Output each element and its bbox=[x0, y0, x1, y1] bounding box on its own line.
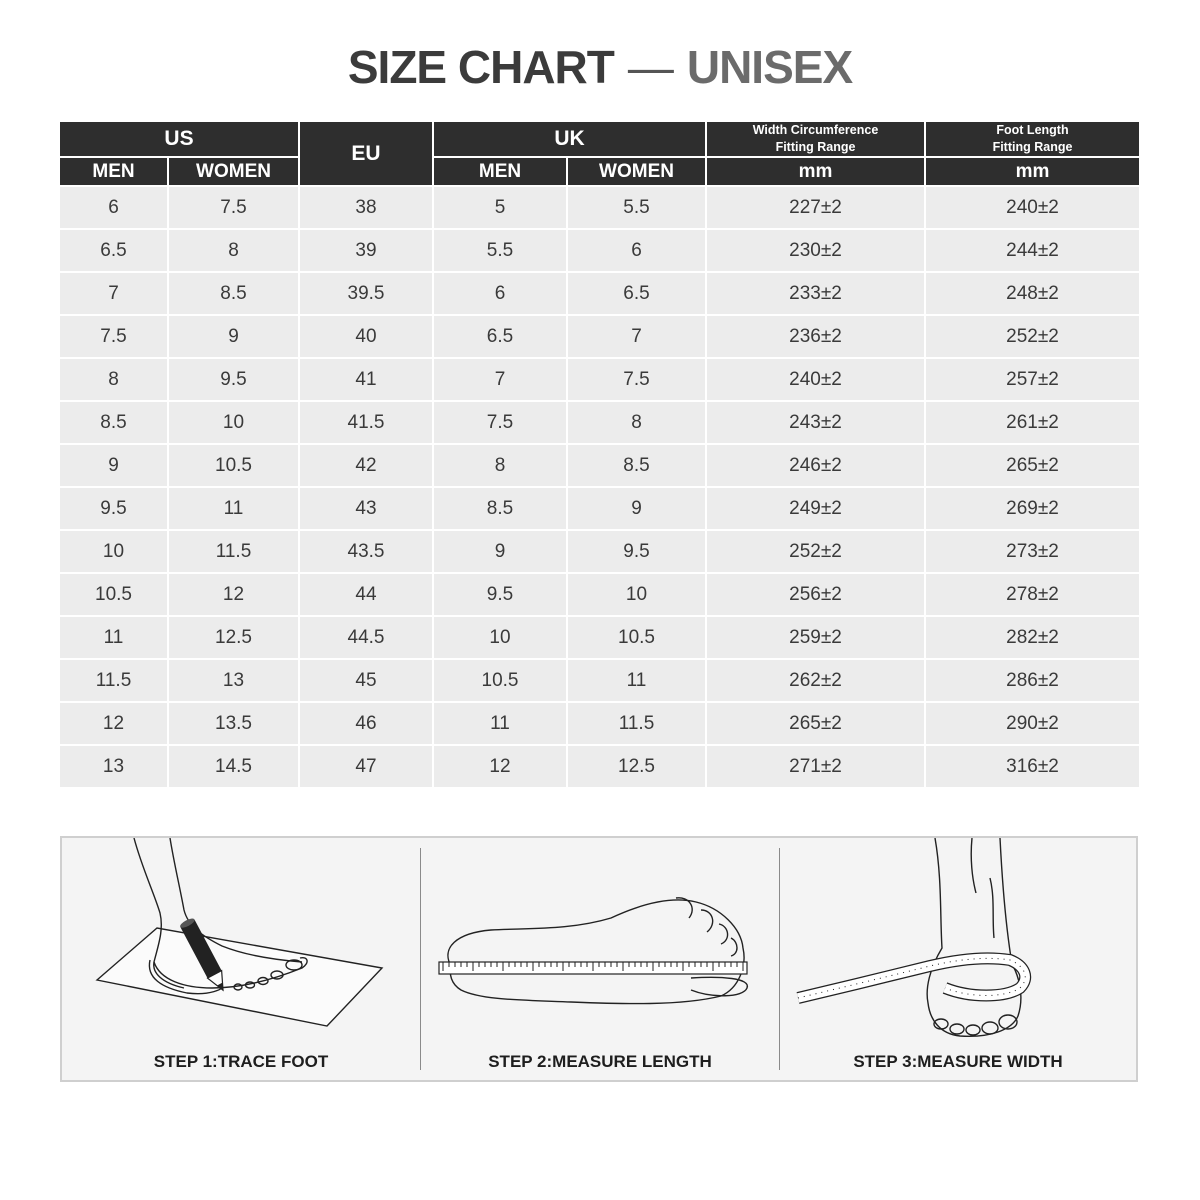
cell-us-men: 9.5 bbox=[60, 488, 169, 531]
table-row bbox=[60, 445, 1139, 488]
cell-uk-women: 11 bbox=[568, 660, 707, 703]
cell-width-mm: 246±2 bbox=[707, 445, 926, 488]
cell-uk-men: 6 bbox=[434, 273, 568, 316]
foot-length-icon bbox=[421, 838, 779, 1080]
header-us-women: WOMEN bbox=[169, 158, 300, 187]
cell-foot-length-mm: 257±2 bbox=[926, 359, 1139, 402]
cell-width-mm: 230±2 bbox=[707, 230, 926, 273]
size-chart-table bbox=[60, 122, 1139, 789]
cell-us-men: 11 bbox=[60, 617, 169, 660]
measure-steps-panel bbox=[60, 836, 1138, 1082]
cell-us-men: 11.5 bbox=[60, 660, 169, 703]
cell-foot-length-mm: 286±2 bbox=[926, 660, 1139, 703]
cell-width-mm: 249±2 bbox=[707, 488, 926, 531]
cell-us-women: 11 bbox=[169, 488, 300, 531]
cell-foot-length-mm: 282±2 bbox=[926, 617, 1139, 660]
cell-us-women: 13 bbox=[169, 660, 300, 703]
cell-us-men: 6 bbox=[60, 187, 169, 230]
header-foot bbox=[926, 122, 1139, 158]
cell-us-women: 12.5 bbox=[169, 617, 300, 660]
header-foot-line2: Fitting Range bbox=[992, 140, 1073, 154]
step-measure-width bbox=[780, 838, 1136, 1080]
cell-uk-men: 8.5 bbox=[434, 488, 568, 531]
cell-us-women: 11.5 bbox=[169, 531, 300, 574]
cell-foot-length-mm: 252±2 bbox=[926, 316, 1139, 359]
cell-uk-women: 8 bbox=[568, 402, 707, 445]
table-row bbox=[60, 703, 1139, 746]
cell-uk-men: 5 bbox=[434, 187, 568, 230]
table-row bbox=[60, 273, 1139, 316]
cell-width-mm: 252±2 bbox=[707, 531, 926, 574]
table-row bbox=[60, 316, 1139, 359]
cell-uk-men: 11 bbox=[434, 703, 568, 746]
cell-eu: 44.5 bbox=[300, 617, 434, 660]
cell-foot-length-mm: 316±2 bbox=[926, 746, 1139, 789]
cell-width-mm: 262±2 bbox=[707, 660, 926, 703]
cell-us-women: 8.5 bbox=[169, 273, 300, 316]
cell-uk-men: 9 bbox=[434, 531, 568, 574]
table-row bbox=[60, 531, 1139, 574]
cell-eu: 40 bbox=[300, 316, 434, 359]
header-uk: UK bbox=[434, 122, 707, 158]
cell-uk-men: 7 bbox=[434, 359, 568, 402]
cell-uk-men: 10 bbox=[434, 617, 568, 660]
cell-width-mm: 236±2 bbox=[707, 316, 926, 359]
header-us: US bbox=[60, 122, 300, 158]
cell-us-women: 10.5 bbox=[169, 445, 300, 488]
header-uk-men: MEN bbox=[434, 158, 568, 187]
page-title bbox=[0, 40, 1200, 94]
cell-us-men: 6.5 bbox=[60, 230, 169, 273]
cell-uk-women: 7.5 bbox=[568, 359, 707, 402]
cell-width-mm: 227±2 bbox=[707, 187, 926, 230]
header-foot-unit: mm bbox=[926, 158, 1139, 187]
cell-eu: 42 bbox=[300, 445, 434, 488]
header-uk-women: WOMEN bbox=[568, 158, 707, 187]
cell-uk-men: 12 bbox=[434, 746, 568, 789]
cell-us-men: 7.5 bbox=[60, 316, 169, 359]
cell-us-women: 9.5 bbox=[169, 359, 300, 402]
table-row bbox=[60, 617, 1139, 660]
step-2-label: STEP 2:MEASURE LENGTH bbox=[488, 1052, 712, 1071]
title-sub: UNISEX bbox=[686, 41, 853, 93]
foot-width-icon bbox=[780, 838, 1136, 1080]
cell-uk-women: 6 bbox=[568, 230, 707, 273]
step-measure-length bbox=[421, 838, 779, 1080]
cell-us-men: 13 bbox=[60, 746, 169, 789]
table-row bbox=[60, 230, 1139, 273]
cell-foot-length-mm: 265±2 bbox=[926, 445, 1139, 488]
cell-uk-women: 12.5 bbox=[568, 746, 707, 789]
step-1-label: STEP 1:TRACE FOOT bbox=[153, 1052, 329, 1071]
cell-eu: 41 bbox=[300, 359, 434, 402]
cell-eu: 39.5 bbox=[300, 273, 434, 316]
cell-width-mm: 243±2 bbox=[707, 402, 926, 445]
size-chart-body bbox=[60, 187, 1139, 789]
table-row bbox=[60, 187, 1139, 230]
cell-uk-men: 9.5 bbox=[434, 574, 568, 617]
cell-eu: 39 bbox=[300, 230, 434, 273]
cell-foot-length-mm: 290±2 bbox=[926, 703, 1139, 746]
cell-us-men: 8 bbox=[60, 359, 169, 402]
title-main: SIZE CHART bbox=[347, 41, 614, 93]
cell-width-mm: 271±2 bbox=[707, 746, 926, 789]
cell-us-men: 10.5 bbox=[60, 574, 169, 617]
header-width-line2: Fitting Range bbox=[775, 140, 856, 154]
cell-uk-men: 5.5 bbox=[434, 230, 568, 273]
cell-eu: 45 bbox=[300, 660, 434, 703]
cell-uk-men: 10.5 bbox=[434, 660, 568, 703]
cell-uk-women: 11.5 bbox=[568, 703, 707, 746]
cell-uk-women: 9.5 bbox=[568, 531, 707, 574]
header-width-line1: Width Circumference bbox=[752, 123, 879, 137]
cell-eu: 46 bbox=[300, 703, 434, 746]
cell-eu: 43.5 bbox=[300, 531, 434, 574]
cell-us-women: 9 bbox=[169, 316, 300, 359]
cell-width-mm: 240±2 bbox=[707, 359, 926, 402]
cell-foot-length-mm: 244±2 bbox=[926, 230, 1139, 273]
cell-width-mm: 233±2 bbox=[707, 273, 926, 316]
cell-uk-women: 7 bbox=[568, 316, 707, 359]
cell-uk-women: 9 bbox=[568, 488, 707, 531]
table-row bbox=[60, 574, 1139, 617]
table-row bbox=[60, 746, 1139, 789]
cell-eu: 43 bbox=[300, 488, 434, 531]
step-3-label: STEP 3:MEASURE WIDTH bbox=[853, 1052, 1063, 1071]
cell-foot-length-mm: 240±2 bbox=[926, 187, 1139, 230]
table-row bbox=[60, 660, 1139, 703]
cell-us-men: 8.5 bbox=[60, 402, 169, 445]
cell-us-men: 10 bbox=[60, 531, 169, 574]
cell-us-men: 12 bbox=[60, 703, 169, 746]
title-dash: — bbox=[627, 41, 673, 93]
cell-uk-men: 8 bbox=[434, 445, 568, 488]
cell-us-women: 10 bbox=[169, 402, 300, 445]
cell-uk-women: 8.5 bbox=[568, 445, 707, 488]
cell-foot-length-mm: 278±2 bbox=[926, 574, 1139, 617]
cell-us-women: 14.5 bbox=[169, 746, 300, 789]
cell-uk-women: 10.5 bbox=[568, 617, 707, 660]
cell-foot-length-mm: 269±2 bbox=[926, 488, 1139, 531]
cell-eu: 38 bbox=[300, 187, 434, 230]
cell-eu: 47 bbox=[300, 746, 434, 789]
cell-width-mm: 256±2 bbox=[707, 574, 926, 617]
table-row bbox=[60, 359, 1139, 402]
table-row bbox=[60, 402, 1139, 445]
cell-us-men: 7 bbox=[60, 273, 169, 316]
cell-uk-women: 10 bbox=[568, 574, 707, 617]
cell-foot-length-mm: 273±2 bbox=[926, 531, 1139, 574]
cell-width-mm: 259±2 bbox=[707, 617, 926, 660]
step-trace-foot bbox=[62, 838, 420, 1080]
header-us-men: MEN bbox=[60, 158, 169, 187]
header-foot-line1: Foot Length bbox=[996, 123, 1069, 137]
cell-uk-women: 5.5 bbox=[568, 187, 707, 230]
cell-us-women: 13.5 bbox=[169, 703, 300, 746]
foot-trace-icon bbox=[62, 838, 420, 1080]
cell-us-women: 7.5 bbox=[169, 187, 300, 230]
cell-uk-men: 6.5 bbox=[434, 316, 568, 359]
cell-uk-women: 6.5 bbox=[568, 273, 707, 316]
cell-us-men: 9 bbox=[60, 445, 169, 488]
cell-us-women: 8 bbox=[169, 230, 300, 273]
cell-eu: 44 bbox=[300, 574, 434, 617]
cell-foot-length-mm: 248±2 bbox=[926, 273, 1139, 316]
table-row bbox=[60, 488, 1139, 531]
cell-eu: 41.5 bbox=[300, 402, 434, 445]
cell-foot-length-mm: 261±2 bbox=[926, 402, 1139, 445]
cell-uk-men: 7.5 bbox=[434, 402, 568, 445]
header-eu: EU bbox=[300, 122, 434, 187]
header-width bbox=[707, 122, 926, 158]
cell-us-women: 12 bbox=[169, 574, 300, 617]
cell-width-mm: 265±2 bbox=[707, 703, 926, 746]
header-width-unit: mm bbox=[707, 158, 926, 187]
